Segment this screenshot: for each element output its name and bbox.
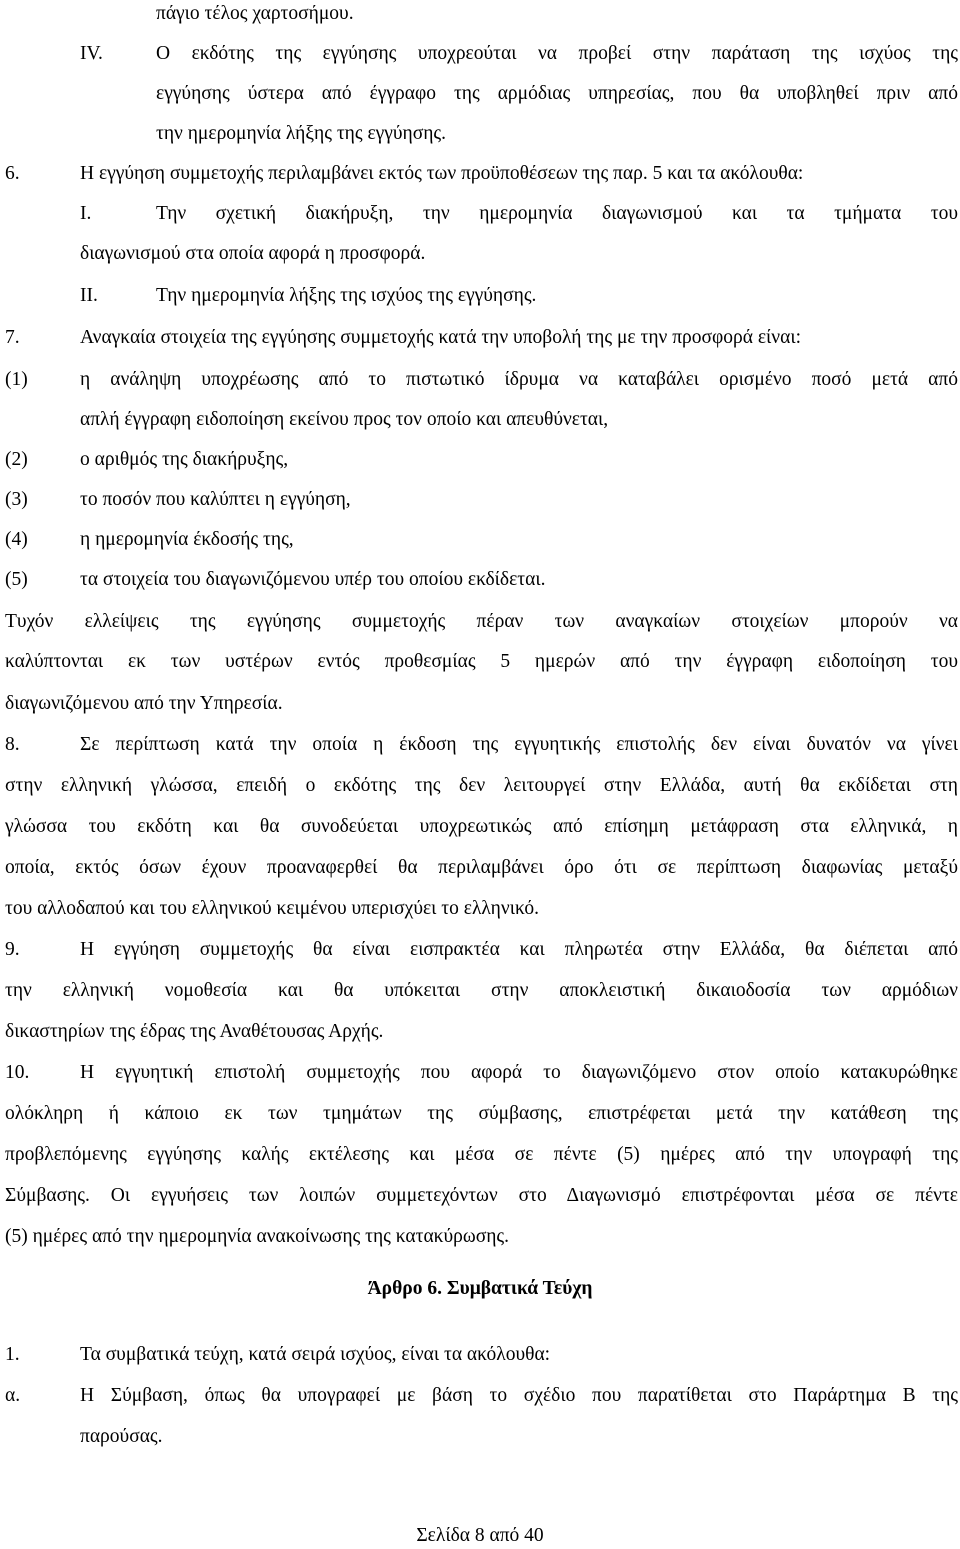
article6-itemA-number: α. — [5, 1385, 21, 1406]
article6-item1-number: 1. — [5, 1344, 20, 1365]
item10-line: προβλεπόμενης εγγύησης καλής εκτέλεσης και μέσα σε πέντε (5) ημέρες από την υπογραφή της — [5, 1144, 958, 1165]
item10-line: (5) ημέρες από την ημερομηνία ανακοίνωσης της κατακύρωσης. — [5, 1226, 510, 1247]
article6-item1-text: Τα συμβατικά τεύχη, κατά σειρά ισχύος, είναι τα ακόλουθα: — [80, 1344, 551, 1365]
item7-after-line: διαγωνιζόμενου από την Υπηρεσία. — [5, 693, 283, 714]
item8-line: Σε περίπτωση κατά την οποία η έκδοση της εγγυητικής επιστολής δεν είναι δυνατόν να γίνει — [80, 734, 958, 755]
item5-iv-line: την ημερομηνία λήξης της εγγύησης. — [156, 123, 447, 144]
item7-list-line: το ποσόν που καλύπτει η εγγύηση, — [80, 489, 351, 510]
article6-heading: Άρθρο 6. Συμβατικά Τεύχη — [367, 1278, 593, 1299]
item7-after-line: καλύπτονται εκ των υστέρων εντός προθεσμίας 5 ημερών από την έγγραφη ειδοποίηση του — [5, 651, 958, 672]
item7-list-number: (2) — [5, 449, 28, 470]
item8-line: του αλλοδαπού και του ελληνικού κειμένου υπερισχύει το ελληνικό. — [5, 898, 539, 919]
item7-list-number: (4) — [5, 529, 28, 550]
item8-line: στην ελληνική γλώσσα, επειδή ο εκδότης της δεν λειτουργεί στην Ελλάδα, αυτή θα εκδίδεται στη — [5, 775, 958, 796]
item5-iv-line: Ο εκδότης της εγγύησης υποχρεούται να προβεί στην παράταση της ισχύος της — [156, 43, 958, 64]
item7-list-line: απλή έγγραφη ειδοποίηση εκείνου προς τον οποίο και απευθύνεται, — [80, 409, 609, 430]
item10-number: 10. — [5, 1062, 30, 1083]
item8-number: 8. — [5, 734, 20, 755]
item6-sub1-line: Την σχετική διακήρυξη, την ημερομηνία διαγωνισμού και τα τμήματα του — [156, 203, 958, 224]
item5-iv-line: εγγύησης ύστερα από έγγραφο της αρμόδιας υπηρεσίας, που θα υποβληθεί πριν από — [156, 83, 958, 104]
item8-line: γλώσσα του εκδότη και θα συνοδεύεται υποχρεωτικώς από επίσημη μετάφραση στα ελληνικά, η — [5, 816, 958, 837]
item9-line: την ελληνική νομοθεσία και θα υπόκειται στην αποκλειστική δικαιοδοσία των αρμόδιων — [5, 980, 958, 1001]
page-number-footer: Σελίδα 8 από 40 — [416, 1525, 544, 1546]
item6-sub1-number: I. — [80, 203, 92, 224]
item10-line: Σύμβασης. Οι εγγυήσεις των λοιπών συμμετεχόντων στο Διαγωνισμό επιστρέφονται μέσα σε πέντε — [5, 1185, 958, 1206]
item9-line: Η εγγύηση συμμετοχής θα είναι εισπρακτέα και πληρωτέα στην Ελλάδα, θα διέπεται από — [80, 939, 958, 960]
item7-list-line: η ημερομηνία έκδοσής της, — [80, 529, 294, 550]
item10-line: ολόκληρη ή κάποιο εκ των τμημάτων της σύμβασης, επιστρέφεται μετά την κατάθεση της — [5, 1103, 958, 1124]
item5-iii-tail: πάγιο τέλος χαρτοσήμου. — [156, 3, 354, 24]
item7-after-line: Τυχόν ελλείψεις της εγγύησης συμμετοχής πέραν των αναγκαίων στοιχείων μπορούν να — [5, 611, 958, 632]
item9-line: δικαστηρίων της έδρας της Αναθέτουσας Αρχής. — [5, 1021, 384, 1042]
item9-number: 9. — [5, 939, 20, 960]
item6-sub2-text: Την ημερομηνία λήξης της ισχύος της εγγύησης. — [156, 285, 537, 306]
item6-sub2-number: II. — [80, 285, 98, 306]
item10-line: Η εγγυητική επιστολή συμμετοχής που αφορά το διαγωνιζόμενο στον οποίο κατακυρώθηκε — [80, 1062, 958, 1083]
item6-sub1-line: διαγωνισμού στα οποία αφορά η προσφορά. — [80, 243, 426, 264]
item7-list-number: (1) — [5, 369, 28, 390]
item6-text: Η εγγύηση συμμετοχής περιλαμβάνει εκτός των προϋποθέσεων της παρ. 5 και τα ακόλουθα: — [80, 163, 804, 184]
item7-list-line: η ανάληψη υποχρέωσης από το πιστωτικό ίδρυμα να καταβάλει ορισμένο ποσό μετά από — [80, 369, 958, 390]
item5-iv-number: IV. — [80, 43, 103, 64]
item7-list-line: ο αριθμός της διακήρυξης, — [80, 449, 289, 470]
article6-itemA-line: παρούσας. — [80, 1426, 163, 1447]
item7-number: 7. — [5, 327, 20, 348]
item7-text: Αναγκαία στοιχεία της εγγύησης συμμετοχής κατά την υποβολή της με την προσφορά είναι: — [80, 327, 802, 348]
item7-list-number: (3) — [5, 489, 28, 510]
item7-list-line: τα στοιχεία του διαγωνιζόμενου υπέρ του οποίου εκδίδεται. — [80, 569, 546, 590]
item6-number: 6. — [5, 163, 20, 184]
item8-line: οποία, εκτός όσων έχουν προαναφερθεί θα περιλαμβάνει όρο ότι σε περίπτωση διαφωνίας μεταξύ — [5, 857, 958, 878]
item7-list-number: (5) — [5, 569, 28, 590]
article6-itemA-line: Η Σύμβαση, όπως θα υπογραφεί με βάση το σχέδιο που παρατίθεται στο Παράρτημα Β της — [80, 1385, 958, 1406]
